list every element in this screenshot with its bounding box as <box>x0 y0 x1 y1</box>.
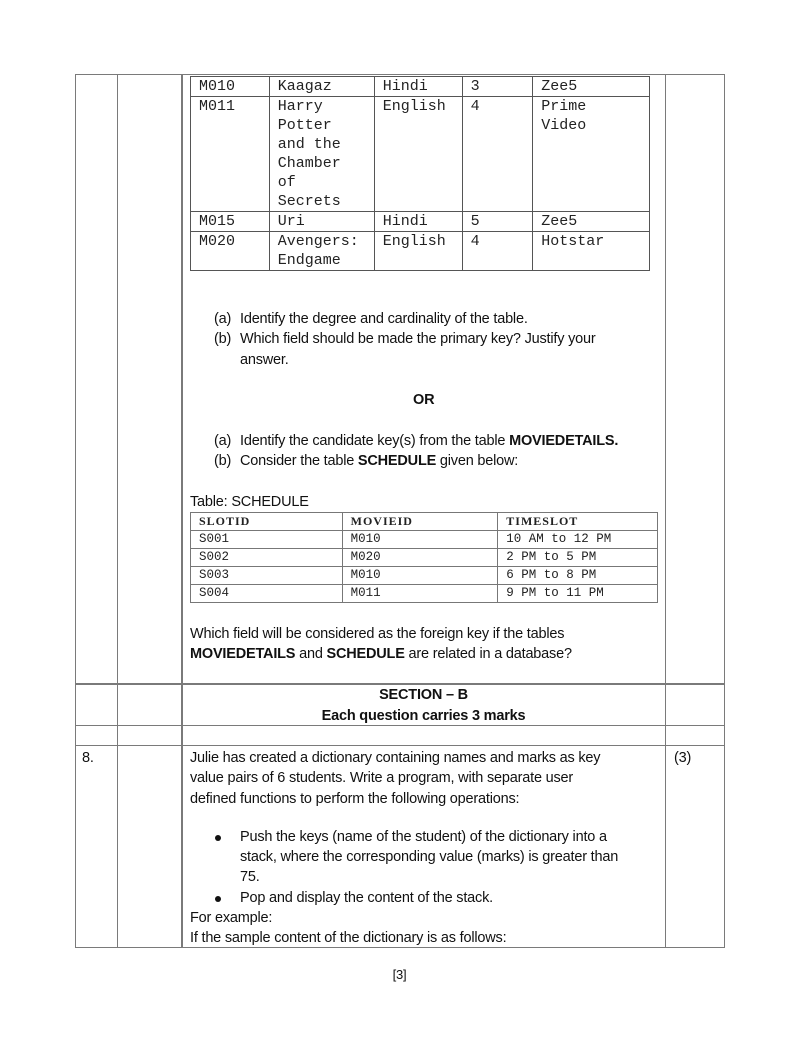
outer-border-right <box>724 74 725 948</box>
schedule-caption: Table: SCHEDULE <box>190 494 309 510</box>
q7-alt-b-label: (b) <box>214 453 232 469</box>
q8-bullet-line: Push the keys (name of the student) of the dictionary into a <box>240 829 607 845</box>
foreign-key-question-line2 <box>190 644 572 664</box>
movie-id: M010 <box>342 531 498 549</box>
schedule-table <box>190 512 658 603</box>
movie-platform: Zee5 <box>533 212 650 232</box>
table-row <box>191 531 658 549</box>
table-header-row <box>191 513 658 531</box>
question-marks: (3) <box>674 750 692 766</box>
q7-alt-b-plain: Consider the table <box>240 453 358 469</box>
movie-rating: 4 <box>462 232 533 271</box>
movie-language: English <box>374 97 462 212</box>
fk-bold-schedule: SCHEDULE <box>326 646 405 662</box>
col-divider-2 <box>181 74 183 948</box>
q8-bullet-line: stack, where the corresponding value (marks) is greater than <box>240 849 619 865</box>
table-row <box>191 567 658 585</box>
movie-title-line: Endgame <box>277 252 341 269</box>
fk-end: are related in a database? <box>404 646 572 662</box>
movie-id: M020 <box>342 549 498 567</box>
table-row <box>191 232 650 271</box>
question-number: 8. <box>82 750 94 766</box>
table-row <box>191 585 658 603</box>
q7-alt-a-label: (a) <box>214 433 232 449</box>
slot-id: S001 <box>191 531 343 549</box>
movie-title-line: Harry <box>277 98 323 115</box>
q8-bullet-line: 75. <box>240 869 260 885</box>
q7-alt-b-after: given below: <box>436 453 519 469</box>
movie-platform: Zee5 <box>533 77 650 97</box>
q8-for-example: For example: <box>190 910 273 926</box>
q7-part-a-label: (a) <box>214 311 232 327</box>
movie-title-line: of <box>277 174 296 191</box>
movie-platform-line: Video <box>541 117 587 134</box>
column-header: MOVIEID <box>342 513 498 531</box>
outer-border-left <box>75 74 76 948</box>
timeslot: 6 PM to 8 PM <box>498 567 658 585</box>
q7-part-b-text: Which field should be made the primary key? Justify your <box>240 331 596 347</box>
movie-platform-line: Prime <box>541 98 587 115</box>
slot-id: S003 <box>191 567 343 585</box>
movie-id: M010 <box>191 77 270 97</box>
q8-intro-line: Julie has created a dictionary containing names and marks as key <box>190 750 601 766</box>
movie-title-line: Potter <box>277 117 332 134</box>
movie-id: M010 <box>342 567 498 585</box>
movie-language: English <box>374 232 462 271</box>
movie-title <box>269 97 374 212</box>
timeslot: 9 PM to 11 PM <box>498 585 658 603</box>
table-row <box>191 212 650 232</box>
movie-rating: 5 <box>462 212 533 232</box>
q7-part-a-text: Identify the degree and cardinality of the table. <box>240 311 528 327</box>
movie-rating: 3 <box>462 77 533 97</box>
col-divider-3 <box>665 74 666 948</box>
q7-part-b-label: (b) <box>214 331 232 347</box>
page-number: [3] <box>392 967 407 982</box>
section-b-subtitle: Each question carries 3 marks <box>321 708 526 724</box>
movie-language: Hindi <box>374 77 462 97</box>
moviedetails-table <box>190 76 650 271</box>
bullet-icon <box>215 896 221 902</box>
timeslot: 2 PM to 5 PM <box>498 549 658 567</box>
column-header: SLOTID <box>191 513 343 531</box>
or-separator: OR <box>413 392 435 408</box>
q7-part-b-text-cont: answer. <box>240 352 289 368</box>
q7-alt-b-bold: SCHEDULE <box>357 453 437 469</box>
q7-alt-a-plain: Identify the candidate key(s) from the table <box>240 433 510 449</box>
movie-platform <box>533 97 650 212</box>
bullet-icon <box>215 835 221 841</box>
movie-id: M020 <box>191 232 270 271</box>
fk-bold-moviedetails: MOVIEDETAILS <box>190 646 296 662</box>
movie-title: Kaagaz <box>269 77 374 97</box>
foreign-key-question-line1: Which field will be considered as the foreign key if the tables <box>190 626 565 642</box>
q7-alt-a-bold: MOVIEDETAILS. <box>509 433 619 449</box>
movie-rating: 4 <box>462 97 533 212</box>
movie-platform: Hotstar <box>533 232 650 271</box>
section-b-title: SECTION – B <box>379 687 468 703</box>
q8-intro-line: value pairs of 6 students. Write a program, with separate user <box>190 770 574 786</box>
q8-bullet-line: Pop and display the content of the stack. <box>240 890 493 906</box>
timeslot: 10 AM to 12 PM <box>498 531 658 549</box>
q8-intro-line: defined functions to perform the following operations: <box>190 791 520 807</box>
slot-id: S004 <box>191 585 343 603</box>
movie-title: Uri <box>269 212 374 232</box>
movie-id: M011 <box>191 97 270 212</box>
q7-alt-a-text <box>240 431 618 451</box>
q7-alt-b-text <box>240 451 518 471</box>
movie-title-line: and the <box>277 136 341 153</box>
table-row <box>191 77 650 97</box>
col-divider-1 <box>117 74 118 948</box>
movie-title-line: Chamber <box>277 155 341 172</box>
fk-mid: and <box>295 646 327 662</box>
movie-title-line: Secrets <box>277 193 341 210</box>
slot-id: S002 <box>191 549 343 567</box>
movie-language: Hindi <box>374 212 462 232</box>
table-row <box>191 549 658 567</box>
movie-title-line: Avengers: <box>277 233 359 250</box>
column-header: TIMESLOT <box>498 513 658 531</box>
movie-id: M015 <box>191 212 270 232</box>
movie-title <box>269 232 374 271</box>
q8-sample-line: If the sample content of the dictionary is as follows: <box>190 930 507 946</box>
outer-border-top <box>75 74 725 75</box>
movie-id: M011 <box>342 585 498 603</box>
table-row <box>191 97 650 212</box>
row-divider-blank <box>75 745 725 746</box>
